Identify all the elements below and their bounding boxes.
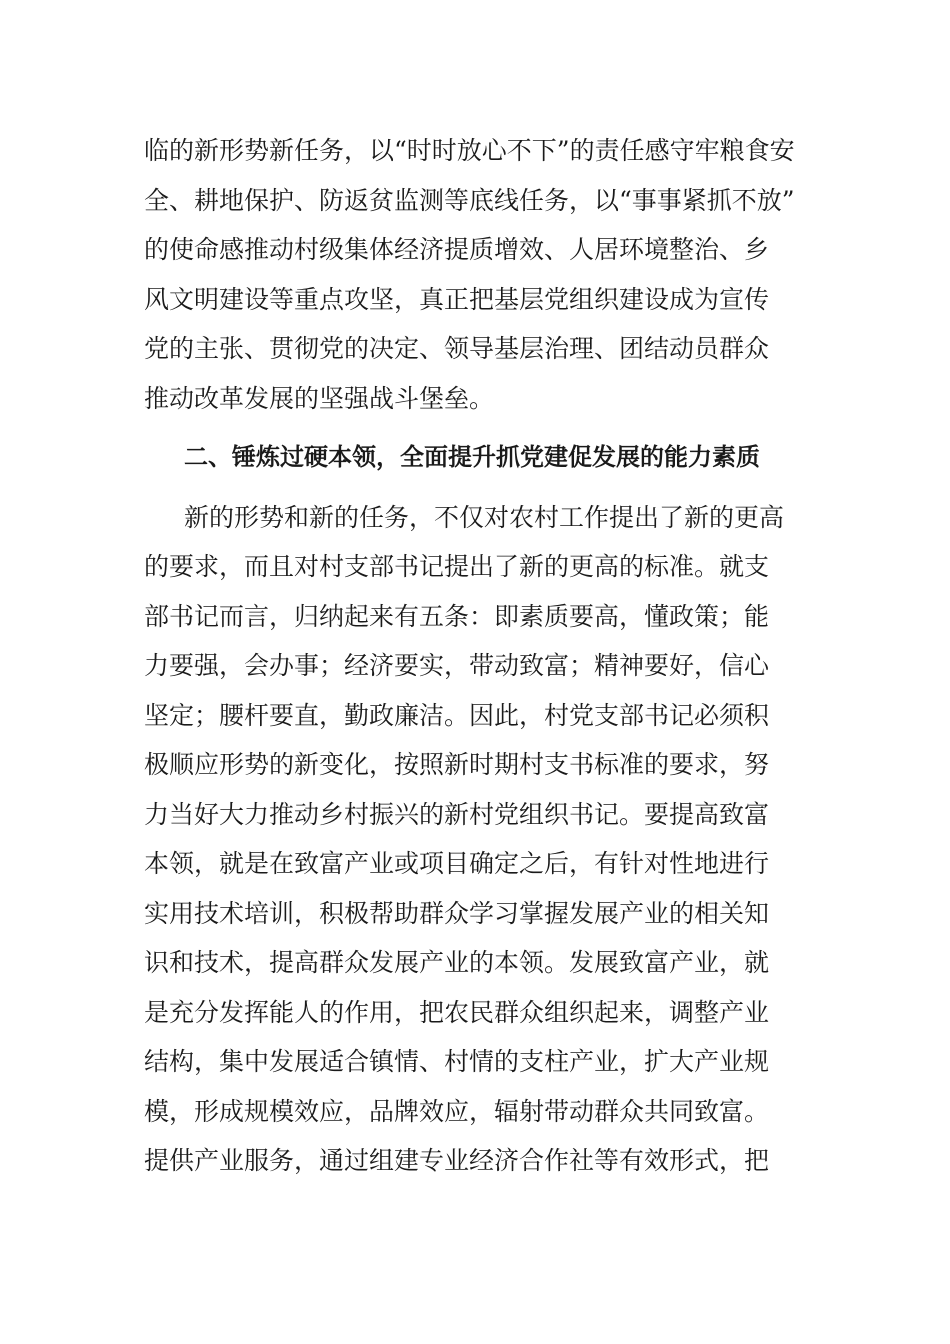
paragraph-2-line: 是充分发挥能人的作用，把农民群众组织起来，调整产业: [144, 997, 770, 1027]
paragraph-2: [144, 493, 808, 1186]
paragraph-2-line: 部书记而言，归纳起来有五条：即素质要高，懂政策；能: [144, 601, 770, 631]
paragraph-2-line: 力当好大力推动乡村振兴的新村党组织书记。要提高致富: [144, 799, 770, 829]
paragraph-1-line: 风文明建设等重点攻坚，真正把基层党组织建设成为宣传: [144, 284, 770, 314]
paragraph-2-line: 提供产业服务，通过组建专业经济合作社等有效形式，把: [144, 1146, 770, 1175]
paragraph-2-line: 力要强，会办事；经济要实，带动致富；精神要好，信心: [144, 651, 770, 680]
paragraph-spacer: [144, 483, 808, 493]
paragraph-2-line: 的要求，而且对村支部书记提出了新的更高的标准。就支: [144, 552, 770, 581]
paragraph-1-line: 全、耕地保护、防返贫监测等底线任务，以“事事紧抓不放”: [144, 185, 795, 215]
paragraph-2-line: 本领，就是在致富产业或项目确定之后，有针对性地进行: [144, 849, 770, 878]
paragraph-1-line: 推动改革发展的坚强战斗堡垒。: [144, 383, 495, 413]
paragraph-1-line: 的使命感推动村级集体经济提质增效、人居环境整治、乡: [144, 235, 770, 264]
paragraph-2-line: 极顺应形势的新变化，按照新时期村支书标准的要求，努: [144, 750, 770, 779]
paragraph-2-line: 识和技术，提高群众发展产业的本领。发展致富产业，就: [144, 948, 770, 977]
paragraph-2-line: 结构，集中发展适合镇情、村情的支柱产业，扩大产业规: [144, 1047, 770, 1076]
paragraph-2-line: 模，形成规模效应，品牌效应，辐射带动群众共同致富。: [144, 1096, 770, 1126]
paragraph-2-line: 实用技术培训，积极帮助群众学习掌握发展产业的相关知: [144, 898, 770, 928]
document-body: [144, 126, 808, 1186]
section-heading: 二、锤炼过硬本领，全面提升抓党建促发展的能力素质: [184, 443, 760, 471]
paragraph-spacer: [144, 423, 808, 433]
paragraph-1-line: 党的主张、贯彻党的决定、领导基层治理、团结动员群众: [144, 334, 770, 363]
paragraph-2-line: 新的形势和新的任务，不仅对农村工作提出了新的更高: [184, 502, 785, 532]
paragraph-1-line: 临的新形势新任务，以“时时放心不下”的责任感守牢粮食安: [144, 136, 795, 165]
paragraph-2-line: 坚定；腰杆要直，勤政廉洁。因此，村党支部书记必须积: [144, 700, 770, 730]
paragraph-1: [144, 126, 808, 423]
